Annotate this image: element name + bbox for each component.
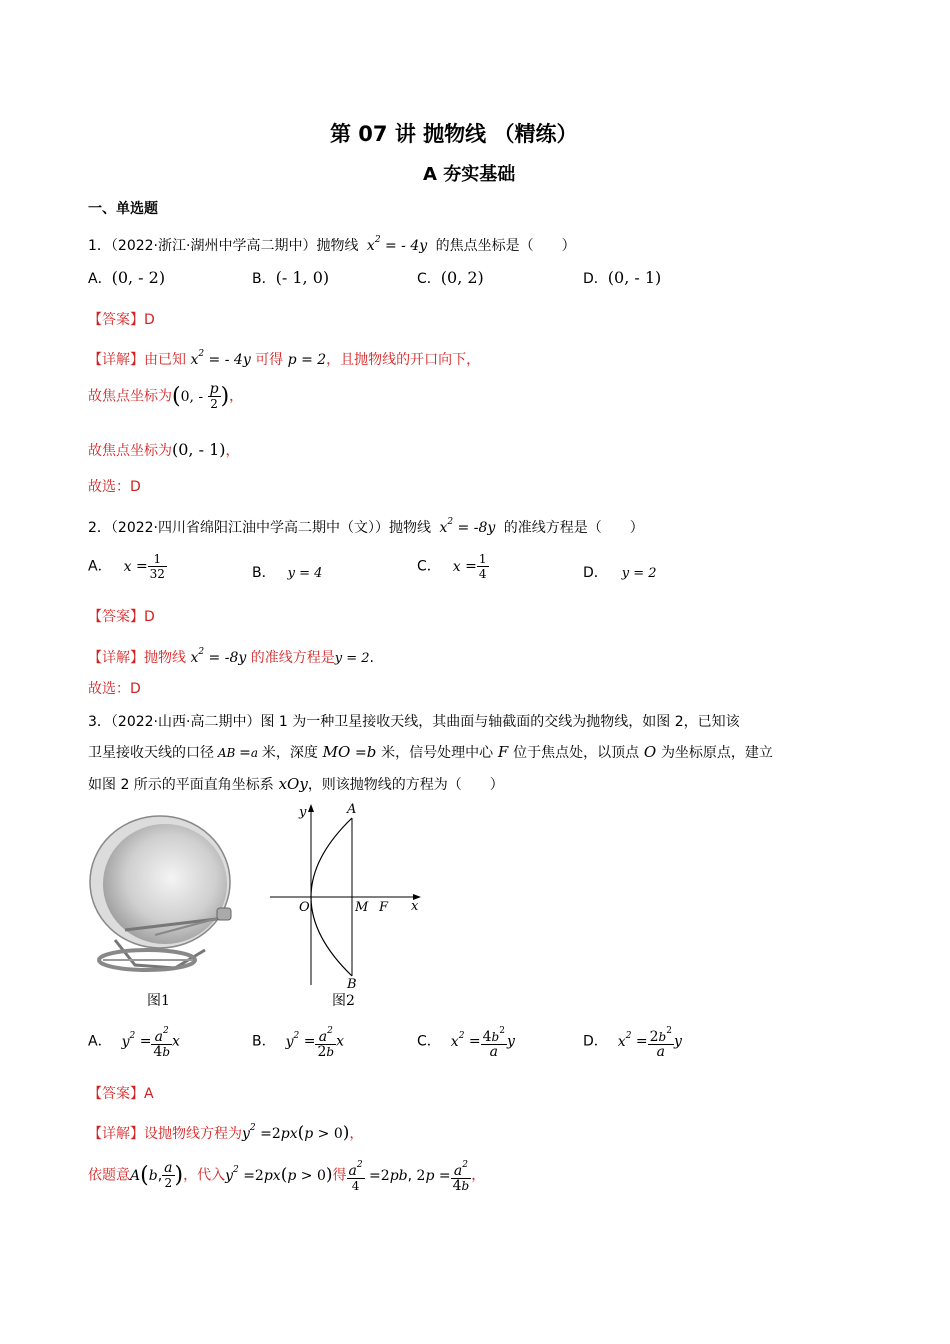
question-3-line2: 卫星接收天线的口径 AB =a 米，深度 MO =b 米，信号处理中心 F 位于焦点处，以顶点 O 为坐标原点，建立: [88, 743, 773, 761]
q3-option-b[interactable]: B． $y^2$ = $\frac{a^2}{2b}$ x: [252, 1026, 344, 1060]
figure-1-caption: 图1: [147, 993, 170, 1009]
q2-option-d[interactable]: D． y = 2: [583, 565, 657, 581]
question-3-line1: 3．（2022·山西·高二期中）图 1 为一种卫星接收天线，其曲面与轴截面的交线为抛物线，如图 2，已知该: [88, 714, 740, 730]
point-label-f: F: [379, 900, 389, 915]
page-subtitle: A 夯实基础: [423, 164, 516, 185]
q1-option-a[interactable]: A．(0, - 2): [88, 268, 166, 287]
q2-choose: 故选：D: [88, 681, 141, 697]
q1-detail-line3: 故焦点坐标为(0, - 1)，: [88, 440, 240, 459]
q2-detail: 【详解】抛物线 $x^2 = -8y$ 的准线方程是y = 2.: [88, 647, 374, 666]
question-2: 2．（2022·四川省绵阳江油中学高二期中（文））抛物线 $x^2 = -8y$ 的准线方程是（ ）: [88, 517, 644, 536]
question-1: 1．（2022·浙江·湖州中学高二期中）抛物线 $x^2$ = - 4y 的焦点坐标是（ ）: [88, 235, 576, 254]
q2-option-a[interactable]: A． x = $\frac{1}{32}$: [88, 552, 165, 581]
q2-option-b[interactable]: B． y = 4: [252, 565, 323, 581]
axis-label-x: x: [411, 899, 419, 914]
page-title: 第 07 讲 抛物线 （精练）: [330, 122, 578, 146]
q2-answer: 【答案】D: [88, 609, 155, 625]
section-heading: 一、单选题: [88, 201, 158, 217]
q3-detail-line1: 【详解】设抛物线方程为$y^2 =2px(p > 0)$，: [88, 1123, 364, 1143]
q3-detail-line2: 依题意A(b, $\frac{a}{2}$ )，代入$y^2 =2px(p > 0)$得 $\frac{a^2}{4}$ =2pb, 2p = $\frac{a^2}{4b}$ ，: [88, 1160, 486, 1194]
q1-answer: 【答案】D: [88, 312, 155, 328]
q1-detail-line2: 故焦点坐标为(0, - $\frac{p}{2}$ )，: [88, 381, 244, 411]
question-source: （2022·浙江·湖州中学高二期中）抛物线: [110, 238, 359, 254]
q3-option-d[interactable]: D． $x^2$ = $\frac{2b^2}{a}$ y: [583, 1026, 682, 1060]
q2-option-c[interactable]: C． x = $\frac{1}{4}$: [417, 552, 487, 581]
q1-option-d[interactable]: D．(0, - 1): [583, 268, 662, 287]
point-label-o: O: [299, 900, 310, 915]
question-number: 1．: [88, 238, 111, 254]
point-label-b: B: [347, 977, 357, 990]
q1-option-c[interactable]: C．(0, 2): [417, 268, 484, 287]
point-label-m: M: [355, 900, 369, 915]
parabola-diagram: [265, 800, 435, 990]
q3-answer: 【答案】A: [88, 1086, 154, 1102]
q1-option-b[interactable]: B．(- 1, 0): [252, 268, 330, 287]
q1-choose: 故选：D: [88, 479, 141, 495]
q3-option-c[interactable]: C． $x^2$ = $\frac{4b^2}{a}$ y: [417, 1026, 515, 1060]
satellite-dish-image: [85, 810, 245, 980]
question-tail: 的焦点坐标是（ ）: [435, 238, 576, 254]
q3-option-a[interactable]: A． $y^2$ = $\frac{a^2}{4b}$ x: [88, 1026, 180, 1060]
figure-2-caption: 图2: [332, 993, 355, 1009]
q1-detail-line1: 【详解】由已知 $x^2$ = - 4y 可得 p = 2，且抛物线的开口向下，: [88, 349, 481, 368]
point-label-a: A: [347, 802, 357, 817]
question-3-line3: 如图 2 所示的平面直角坐标系 xOy，则该抛物线的方程为（ ）: [88, 775, 504, 793]
axis-label-y: y: [299, 805, 307, 820]
